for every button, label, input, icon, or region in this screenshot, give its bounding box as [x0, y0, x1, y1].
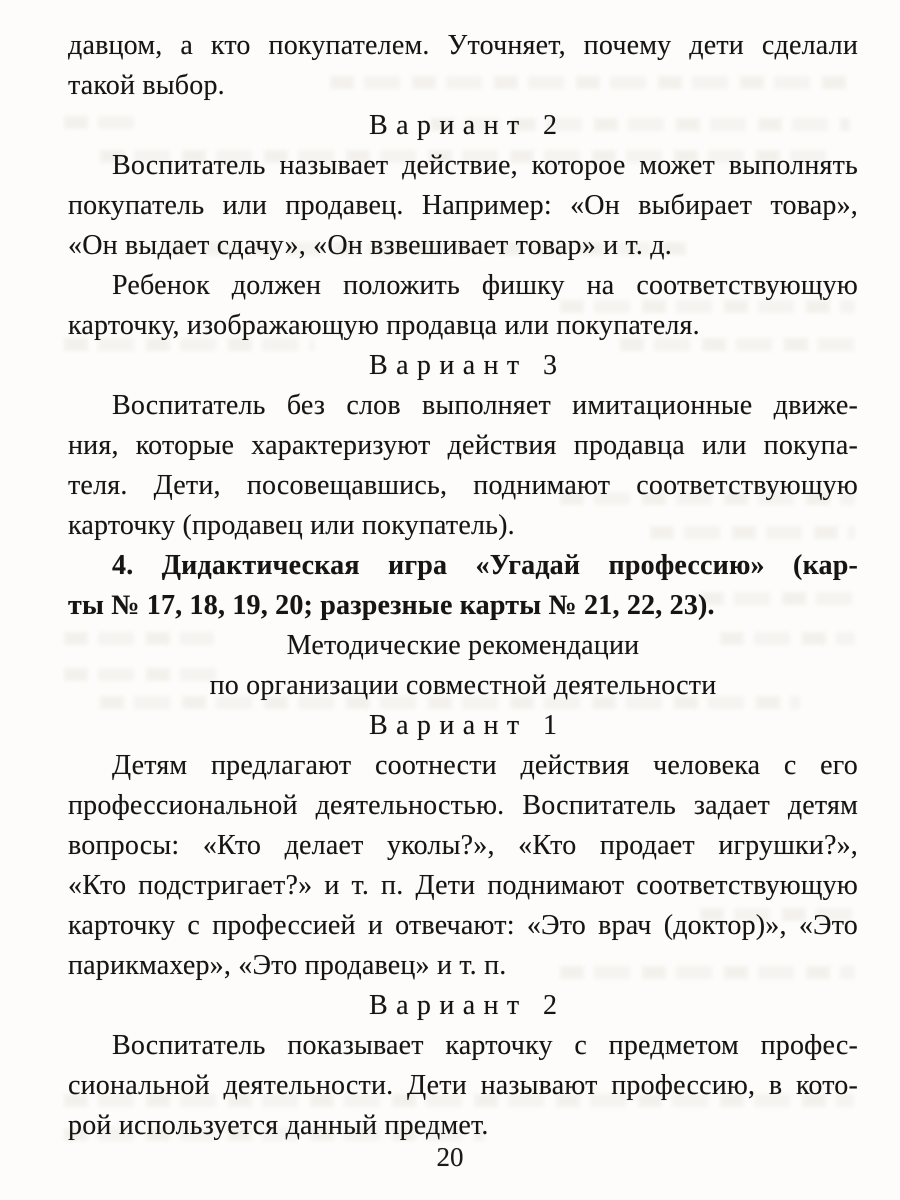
text-line: вопросы: «Кто делает уколы?», «Кто продает игрушки?»,: [68, 830, 858, 861]
subtitle-block: [68, 626, 858, 706]
variant-heading: Вариант 2: [369, 990, 566, 1021]
paragraph: [68, 386, 858, 546]
variant-heading: Вариант 3: [369, 350, 566, 381]
text-line: карточку (продавец или покупатель).: [68, 510, 515, 541]
text-line: ния, которые характеризуют действия продавца или покупа-: [68, 430, 858, 461]
variant-heading: Вариант 2: [369, 110, 566, 141]
text-line: теля. Дети, посовещавшись, поднимают соответствующую: [68, 470, 858, 501]
game-title-paragraph: [68, 546, 858, 626]
text-line: Детям предлагают соотнести действия человека с его: [112, 750, 858, 781]
text-line: Воспитатель показывает карточку с предметом профес-: [112, 1030, 858, 1061]
text-line: карточку с профессией и отвечают: «Это врач (доктор)», «Это: [68, 910, 858, 941]
text-line: давцом, а кто покупателем. Уточняет, почему дети сделали: [68, 30, 858, 61]
text-column: [68, 26, 858, 1146]
text-line: рой используется данный предмет.: [68, 1110, 489, 1141]
text-line: Ребенок должен положить фишку на соответствующую: [112, 270, 858, 301]
text-line: 4. Дидактическая игра «Угадай профессию» (кар-: [112, 550, 858, 581]
paragraph-continuation: [68, 26, 858, 106]
text-line: «Кто подстригает?» и т. п. Дети поднимают соответствующую: [68, 870, 858, 901]
text-line: ты № 17, 18, 19, 20; разрезные карты № 21, 22, 23).: [68, 590, 715, 621]
text-line: «Он выдает сдачу», «Он взвешивает товар» и т. д.: [68, 230, 672, 261]
variant-heading: Вариант 1: [369, 710, 566, 741]
text-line: Воспитатель называет действие, которое может выполнять: [112, 150, 858, 181]
text-line: профессиональной деятельностью. Воспитатель задает детям: [68, 790, 858, 821]
subtitle-line: по организации совместной деятельности: [209, 670, 717, 701]
text-line: такой выбор.: [68, 70, 225, 101]
text-line: Воспитатель без слов выполняет имитационные движе-: [112, 390, 858, 421]
paragraph: [68, 1026, 858, 1146]
text-line: карточку, изображающую продавца или покупателя.: [68, 310, 700, 341]
text-line: парикмахер», «Это продавец» и т. п.: [68, 950, 507, 981]
paragraph: [68, 266, 858, 346]
page-number: 20: [436, 1142, 464, 1172]
paragraph: [68, 746, 858, 986]
paragraph: [68, 146, 858, 266]
text-line: покупатель или продавец. Например: «Он выбирает товар»,: [68, 190, 858, 221]
subtitle-line: Методические рекомендации: [286, 630, 640, 661]
text-line: сиональной деятельности. Дети называют профессию, в кото-: [68, 1070, 858, 1101]
